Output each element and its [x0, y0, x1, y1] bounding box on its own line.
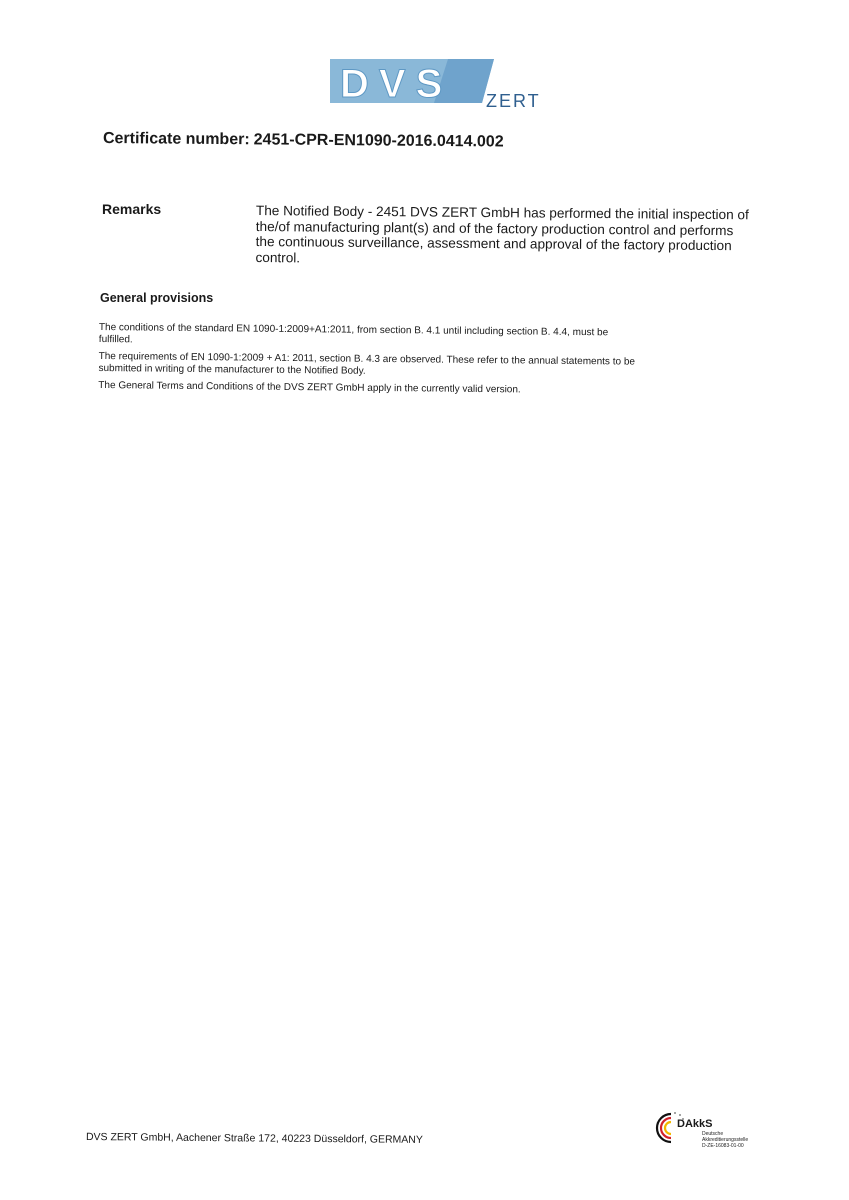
logo-suffix: ZERT — [486, 91, 541, 111]
dakks-code: D-ZE-16083-01-00 — [702, 1143, 744, 1149]
general-provisions-list — [98, 322, 639, 403]
certificate-number — [103, 130, 504, 151]
provision-item: The requirements of EN 1090-1:2009 + A1: 2011, section B. 4.3 are observed. These refer to the annual statements to be submitted in writing of the manufacturer to the Notified Body. — [98, 350, 636, 377]
dakks-accreditation-mark — [655, 1106, 765, 1156]
dakks-name: DAkkS — [677, 1118, 713, 1130]
certificate-value: 2451-CPR-EN1090-2016.0414.002 — [253, 131, 504, 151]
footer-address: DVS ZERT GmbH, Aachener Straße 172, 40223 Düsseldorf, GERMANY — [85, 1131, 423, 1146]
provision-item: The conditions of the standard EN 1090-1:2009+A1:2011, from section B. 4.1 until including section B. 4.4, must be fulfilled. — [98, 322, 609, 345]
remarks-text: The Notified Body - 2451 DVS ZERT GmbH has performed the initial inspection of the/of manufacturing plant(s) and of the factory production control and performs the continuous surveillance, assessment and approval of the factory production control. — [255, 203, 749, 265]
provision-item: The General Terms and Conditions of the DVS ZERT GmbH apply in the currently valid version. — [98, 379, 521, 396]
remarks-label: Remarks — [102, 201, 162, 217]
dvs-zert-logo — [330, 56, 550, 112]
general-provisions-title: General provisions — [100, 291, 214, 305]
dakks-subtitle — [702, 1131, 764, 1149]
dakks-subtitle-line-1: Deutsche — [702, 1131, 724, 1137]
dakks-subtitle-line-2: Akkreditierungsstelle — [702, 1137, 749, 1143]
logo-letters: DVS — [340, 62, 453, 106]
certificate-label: Certificate number: — [102, 130, 250, 149]
